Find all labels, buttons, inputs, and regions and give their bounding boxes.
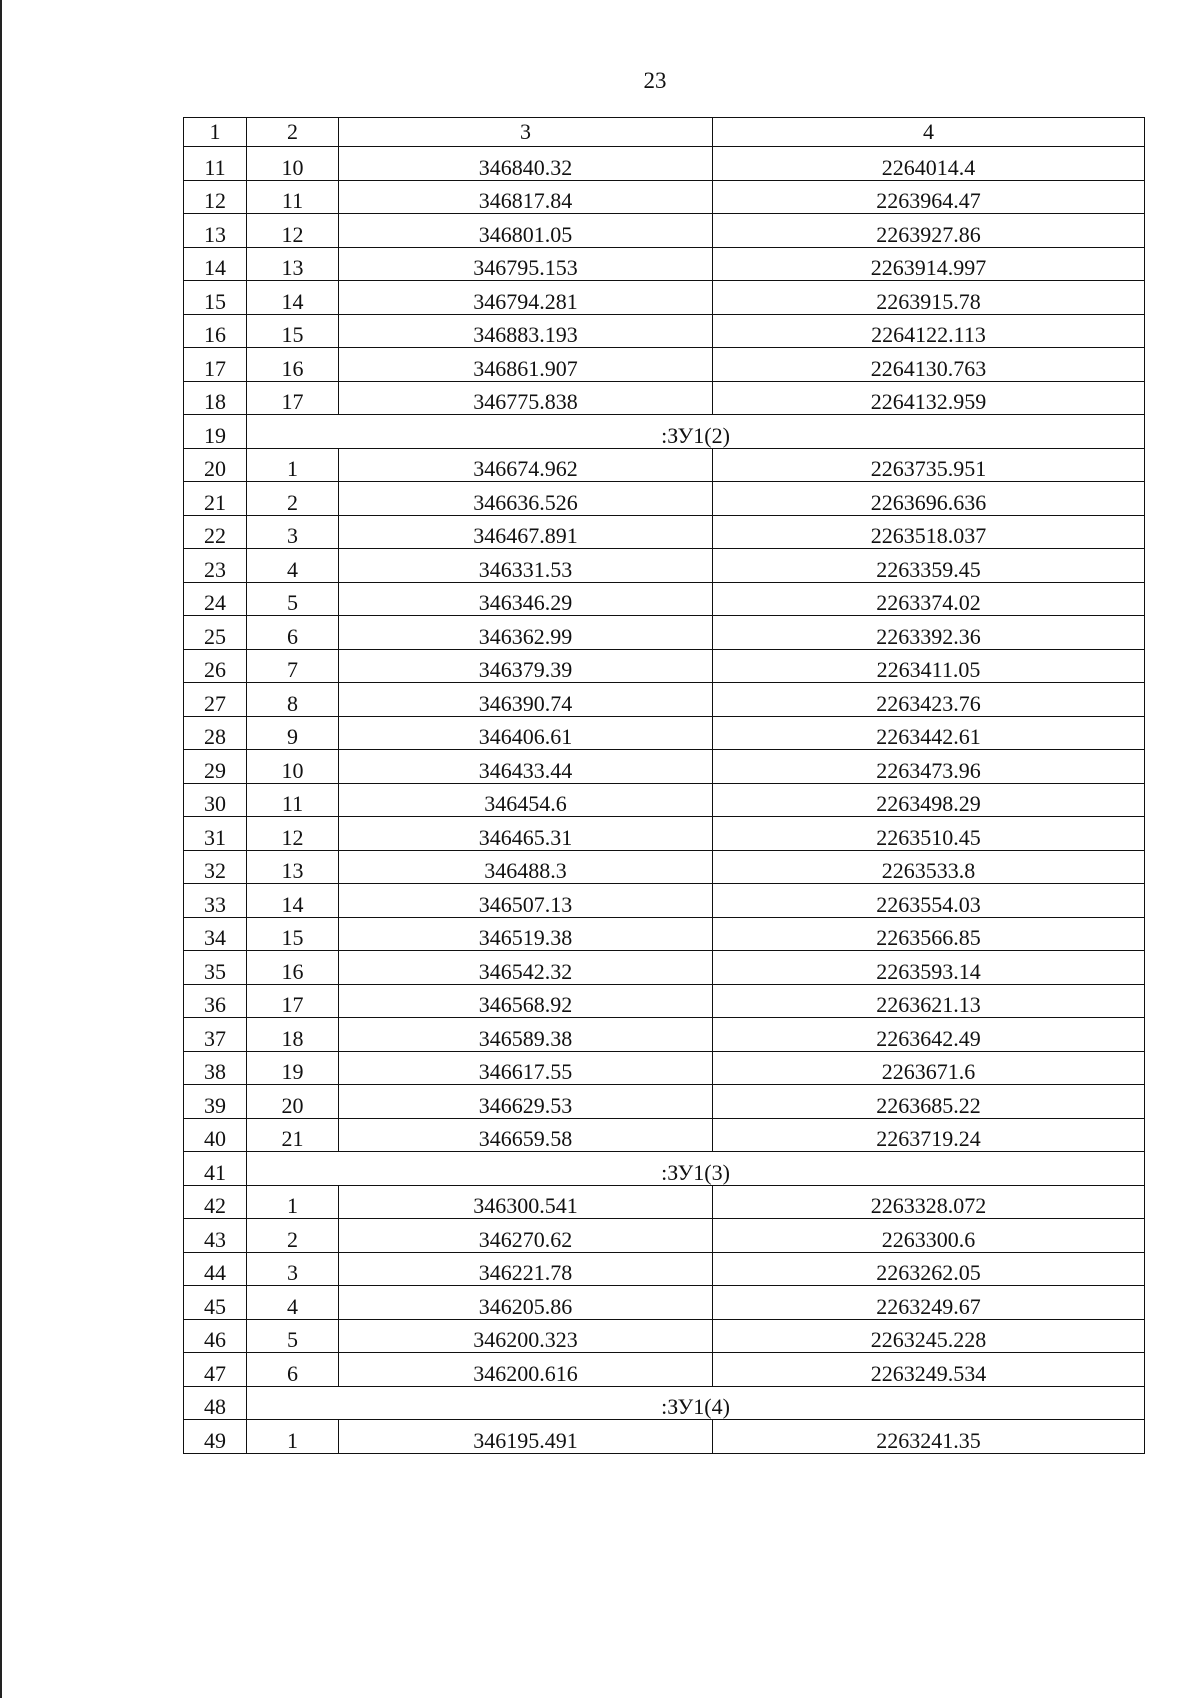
table-row bbox=[184, 716, 1145, 750]
point-number-cell: 19 bbox=[247, 1051, 339, 1085]
table-row bbox=[184, 649, 1145, 683]
table-row bbox=[184, 783, 1145, 817]
y-coordinate-cell: 2263696.636 bbox=[713, 482, 1145, 516]
point-number-cell: 14 bbox=[247, 281, 339, 315]
table-body bbox=[184, 118, 1145, 1454]
table-row bbox=[184, 917, 1145, 951]
point-number-cell: 8 bbox=[247, 683, 339, 717]
y-coordinate-cell: 2264122.113 bbox=[713, 314, 1145, 348]
row-number-cell: 28 bbox=[184, 716, 247, 750]
page-number: 23 bbox=[643, 68, 667, 93]
x-coordinate-cell: 346221.78 bbox=[339, 1252, 713, 1286]
row-number-cell: 32 bbox=[184, 850, 247, 884]
y-coordinate-cell: 2263533.8 bbox=[713, 850, 1145, 884]
row-number-cell: 30 bbox=[184, 783, 247, 817]
point-number-cell: 6 bbox=[247, 616, 339, 650]
row-number-cell: 26 bbox=[184, 649, 247, 683]
x-coordinate-cell: 346300.541 bbox=[339, 1185, 713, 1219]
row-number-cell: 38 bbox=[184, 1051, 247, 1085]
y-coordinate-cell: 2263510.45 bbox=[713, 817, 1145, 851]
y-coordinate-cell: 2263671.6 bbox=[713, 1051, 1145, 1085]
table-row bbox=[184, 314, 1145, 348]
y-coordinate-cell: 2263518.037 bbox=[713, 515, 1145, 549]
table-row bbox=[184, 1319, 1145, 1353]
x-coordinate-cell: 346817.84 bbox=[339, 180, 713, 214]
row-number-cell: 39 bbox=[184, 1085, 247, 1119]
point-number-cell: 11 bbox=[247, 783, 339, 817]
x-coordinate-cell: 346617.55 bbox=[339, 1051, 713, 1085]
x-coordinate-cell: 346379.39 bbox=[339, 649, 713, 683]
x-coordinate-cell: 346674.962 bbox=[339, 448, 713, 482]
section-row bbox=[184, 415, 1145, 449]
x-coordinate-cell: 346467.891 bbox=[339, 515, 713, 549]
table-row bbox=[184, 214, 1145, 248]
y-coordinate-cell: 2263473.96 bbox=[713, 750, 1145, 784]
y-coordinate-cell: 2263566.85 bbox=[713, 917, 1145, 951]
x-coordinate-cell: 346454.6 bbox=[339, 783, 713, 817]
row-number-cell: 34 bbox=[184, 917, 247, 951]
x-coordinate-cell: 346433.44 bbox=[339, 750, 713, 784]
x-coordinate-cell: 346488.3 bbox=[339, 850, 713, 884]
point-number-cell: 12 bbox=[247, 817, 339, 851]
y-coordinate-cell: 2263498.29 bbox=[713, 783, 1145, 817]
section-label-cell: :ЗУ1(3) bbox=[247, 1152, 1145, 1186]
table-header-row bbox=[184, 118, 1145, 147]
x-coordinate-cell: 346801.05 bbox=[339, 214, 713, 248]
table-row bbox=[184, 1185, 1145, 1219]
table-row bbox=[184, 850, 1145, 884]
column-header: 3 bbox=[339, 118, 713, 147]
row-number-cell: 40 bbox=[184, 1118, 247, 1152]
point-number-cell: 3 bbox=[247, 1252, 339, 1286]
x-coordinate-cell: 346390.74 bbox=[339, 683, 713, 717]
point-number-cell: 17 bbox=[247, 381, 339, 415]
y-coordinate-cell: 2263411.05 bbox=[713, 649, 1145, 683]
x-coordinate-cell: 346861.907 bbox=[339, 348, 713, 382]
x-coordinate-cell: 346794.281 bbox=[339, 281, 713, 315]
point-number-cell: 9 bbox=[247, 716, 339, 750]
y-coordinate-cell: 2263685.22 bbox=[713, 1085, 1145, 1119]
row-number-cell: 33 bbox=[184, 884, 247, 918]
y-coordinate-cell: 2263593.14 bbox=[713, 951, 1145, 985]
y-coordinate-cell: 2264014.4 bbox=[713, 147, 1145, 181]
table-row bbox=[184, 482, 1145, 516]
y-coordinate-cell: 2263927.86 bbox=[713, 214, 1145, 248]
y-coordinate-cell: 2263374.02 bbox=[713, 582, 1145, 616]
point-number-cell: 11 bbox=[247, 180, 339, 214]
row-number-cell: 22 bbox=[184, 515, 247, 549]
x-coordinate-cell: 346270.62 bbox=[339, 1219, 713, 1253]
y-coordinate-cell: 2263245.228 bbox=[713, 1319, 1145, 1353]
point-number-cell: 1 bbox=[247, 1420, 339, 1454]
row-number-cell: 46 bbox=[184, 1319, 247, 1353]
row-number-cell: 18 bbox=[184, 381, 247, 415]
x-coordinate-cell: 346795.153 bbox=[339, 247, 713, 281]
row-number-cell: 21 bbox=[184, 482, 247, 516]
row-number-cell: 25 bbox=[184, 616, 247, 650]
row-number-cell: 20 bbox=[184, 448, 247, 482]
section-label-cell: :ЗУ1(4) bbox=[247, 1386, 1145, 1420]
table-row bbox=[184, 1085, 1145, 1119]
row-number-cell: 37 bbox=[184, 1018, 247, 1052]
table-row bbox=[184, 1219, 1145, 1253]
point-number-cell: 13 bbox=[247, 247, 339, 281]
point-number-cell: 16 bbox=[247, 951, 339, 985]
section-label-cell: :ЗУ1(2) bbox=[247, 415, 1145, 449]
y-coordinate-cell: 2263328.072 bbox=[713, 1185, 1145, 1219]
point-number-cell: 2 bbox=[247, 482, 339, 516]
row-number-cell: 14 bbox=[184, 247, 247, 281]
point-number-cell: 13 bbox=[247, 850, 339, 884]
x-coordinate-cell: 346507.13 bbox=[339, 884, 713, 918]
x-coordinate-cell: 346542.32 bbox=[339, 951, 713, 985]
table-row bbox=[184, 147, 1145, 181]
point-number-cell: 10 bbox=[247, 147, 339, 181]
point-number-cell: 4 bbox=[247, 549, 339, 583]
table-row bbox=[184, 582, 1145, 616]
row-number-cell: 27 bbox=[184, 683, 247, 717]
table-row bbox=[184, 381, 1145, 415]
point-number-cell: 1 bbox=[247, 1185, 339, 1219]
table-row bbox=[184, 984, 1145, 1018]
y-coordinate-cell: 2263621.13 bbox=[713, 984, 1145, 1018]
table-row bbox=[184, 448, 1145, 482]
y-coordinate-cell: 2263392.36 bbox=[713, 616, 1145, 650]
row-number-cell: 31 bbox=[184, 817, 247, 851]
point-number-cell: 21 bbox=[247, 1118, 339, 1152]
y-coordinate-cell: 2263642.49 bbox=[713, 1018, 1145, 1052]
x-coordinate-cell: 346346.29 bbox=[339, 582, 713, 616]
table-row bbox=[184, 247, 1145, 281]
x-coordinate-cell: 346195.491 bbox=[339, 1420, 713, 1454]
x-coordinate-cell: 346568.92 bbox=[339, 984, 713, 1018]
point-number-cell: 15 bbox=[247, 314, 339, 348]
row-number-cell: 45 bbox=[184, 1286, 247, 1320]
point-number-cell: 18 bbox=[247, 1018, 339, 1052]
point-number-cell: 16 bbox=[247, 348, 339, 382]
table-row bbox=[184, 817, 1145, 851]
point-number-cell: 12 bbox=[247, 214, 339, 248]
table-row bbox=[184, 1353, 1145, 1387]
table-row bbox=[184, 348, 1145, 382]
table-row bbox=[184, 1018, 1145, 1052]
table-row bbox=[184, 1118, 1145, 1152]
x-coordinate-cell: 346883.193 bbox=[339, 314, 713, 348]
row-number-cell: 17 bbox=[184, 348, 247, 382]
y-coordinate-cell: 2263735.951 bbox=[713, 448, 1145, 482]
row-number-cell: 48 bbox=[184, 1386, 247, 1420]
row-number-cell: 29 bbox=[184, 750, 247, 784]
column-header: 1 bbox=[184, 118, 247, 147]
y-coordinate-cell: 2264132.959 bbox=[713, 381, 1145, 415]
row-number-cell: 19 bbox=[184, 415, 247, 449]
y-coordinate-cell: 2263241.35 bbox=[713, 1420, 1145, 1454]
table-row bbox=[184, 616, 1145, 650]
x-coordinate-cell: 346659.58 bbox=[339, 1118, 713, 1152]
y-coordinate-cell: 2263262.05 bbox=[713, 1252, 1145, 1286]
table-row bbox=[184, 1051, 1145, 1085]
y-coordinate-cell: 2263359.45 bbox=[713, 549, 1145, 583]
point-number-cell: 4 bbox=[247, 1286, 339, 1320]
row-number-cell: 13 bbox=[184, 214, 247, 248]
point-number-cell: 5 bbox=[247, 1319, 339, 1353]
table-row bbox=[184, 884, 1145, 918]
row-number-cell: 24 bbox=[184, 582, 247, 616]
y-coordinate-cell: 2263300.6 bbox=[713, 1219, 1145, 1253]
table-row bbox=[184, 951, 1145, 985]
row-number-cell: 41 bbox=[184, 1152, 247, 1186]
row-number-cell: 11 bbox=[184, 147, 247, 181]
point-number-cell: 20 bbox=[247, 1085, 339, 1119]
point-number-cell: 10 bbox=[247, 750, 339, 784]
y-coordinate-cell: 2263964.47 bbox=[713, 180, 1145, 214]
point-number-cell: 1 bbox=[247, 448, 339, 482]
x-coordinate-cell: 346465.31 bbox=[339, 817, 713, 851]
column-header: 2 bbox=[247, 118, 339, 147]
table-row bbox=[184, 515, 1145, 549]
point-number-cell: 2 bbox=[247, 1219, 339, 1253]
row-number-cell: 42 bbox=[184, 1185, 247, 1219]
table-row bbox=[184, 1286, 1145, 1320]
point-number-cell: 14 bbox=[247, 884, 339, 918]
table-row bbox=[184, 1252, 1145, 1286]
x-coordinate-cell: 346205.86 bbox=[339, 1286, 713, 1320]
x-coordinate-cell: 346775.838 bbox=[339, 381, 713, 415]
x-coordinate-cell: 346636.526 bbox=[339, 482, 713, 516]
point-number-cell: 3 bbox=[247, 515, 339, 549]
row-number-cell: 15 bbox=[184, 281, 247, 315]
point-number-cell: 7 bbox=[247, 649, 339, 683]
x-coordinate-cell: 346589.38 bbox=[339, 1018, 713, 1052]
x-coordinate-cell: 346629.53 bbox=[339, 1085, 713, 1119]
x-coordinate-cell: 346840.32 bbox=[339, 147, 713, 181]
scan-edge bbox=[0, 0, 2, 1698]
table-row bbox=[184, 180, 1145, 214]
x-coordinate-cell: 346200.323 bbox=[339, 1319, 713, 1353]
x-coordinate-cell: 346331.53 bbox=[339, 549, 713, 583]
y-coordinate-cell: 2263423.76 bbox=[713, 683, 1145, 717]
row-number-cell: 43 bbox=[184, 1219, 247, 1253]
row-number-cell: 23 bbox=[184, 549, 247, 583]
row-number-cell: 44 bbox=[184, 1252, 247, 1286]
y-coordinate-cell: 2263442.61 bbox=[713, 716, 1145, 750]
row-number-cell: 36 bbox=[184, 984, 247, 1018]
table-row bbox=[184, 549, 1145, 583]
y-coordinate-cell: 2263719.24 bbox=[713, 1118, 1145, 1152]
point-number-cell: 6 bbox=[247, 1353, 339, 1387]
y-coordinate-cell: 2263914.997 bbox=[713, 247, 1145, 281]
x-coordinate-cell: 346362.99 bbox=[339, 616, 713, 650]
x-coordinate-cell: 346200.616 bbox=[339, 1353, 713, 1387]
row-number-cell: 16 bbox=[184, 314, 247, 348]
table-row bbox=[184, 750, 1145, 784]
table-row bbox=[184, 281, 1145, 315]
y-coordinate-cell: 2263249.534 bbox=[713, 1353, 1145, 1387]
point-number-cell: 15 bbox=[247, 917, 339, 951]
x-coordinate-cell: 346519.38 bbox=[339, 917, 713, 951]
row-number-cell: 47 bbox=[184, 1353, 247, 1387]
row-number-cell: 49 bbox=[184, 1420, 247, 1454]
x-coordinate-cell: 346406.61 bbox=[339, 716, 713, 750]
point-number-cell: 5 bbox=[247, 582, 339, 616]
y-coordinate-cell: 2264130.763 bbox=[713, 348, 1145, 382]
section-row bbox=[184, 1152, 1145, 1186]
row-number-cell: 35 bbox=[184, 951, 247, 985]
y-coordinate-cell: 2263249.67 bbox=[713, 1286, 1145, 1320]
point-number-cell: 17 bbox=[247, 984, 339, 1018]
table-row bbox=[184, 683, 1145, 717]
table-row bbox=[184, 1420, 1145, 1454]
column-header: 4 bbox=[713, 118, 1145, 147]
y-coordinate-cell: 2263915.78 bbox=[713, 281, 1145, 315]
row-number-cell: 12 bbox=[184, 180, 247, 214]
y-coordinate-cell: 2263554.03 bbox=[713, 884, 1145, 918]
section-row bbox=[184, 1386, 1145, 1420]
coordinates-table bbox=[183, 117, 1145, 1454]
